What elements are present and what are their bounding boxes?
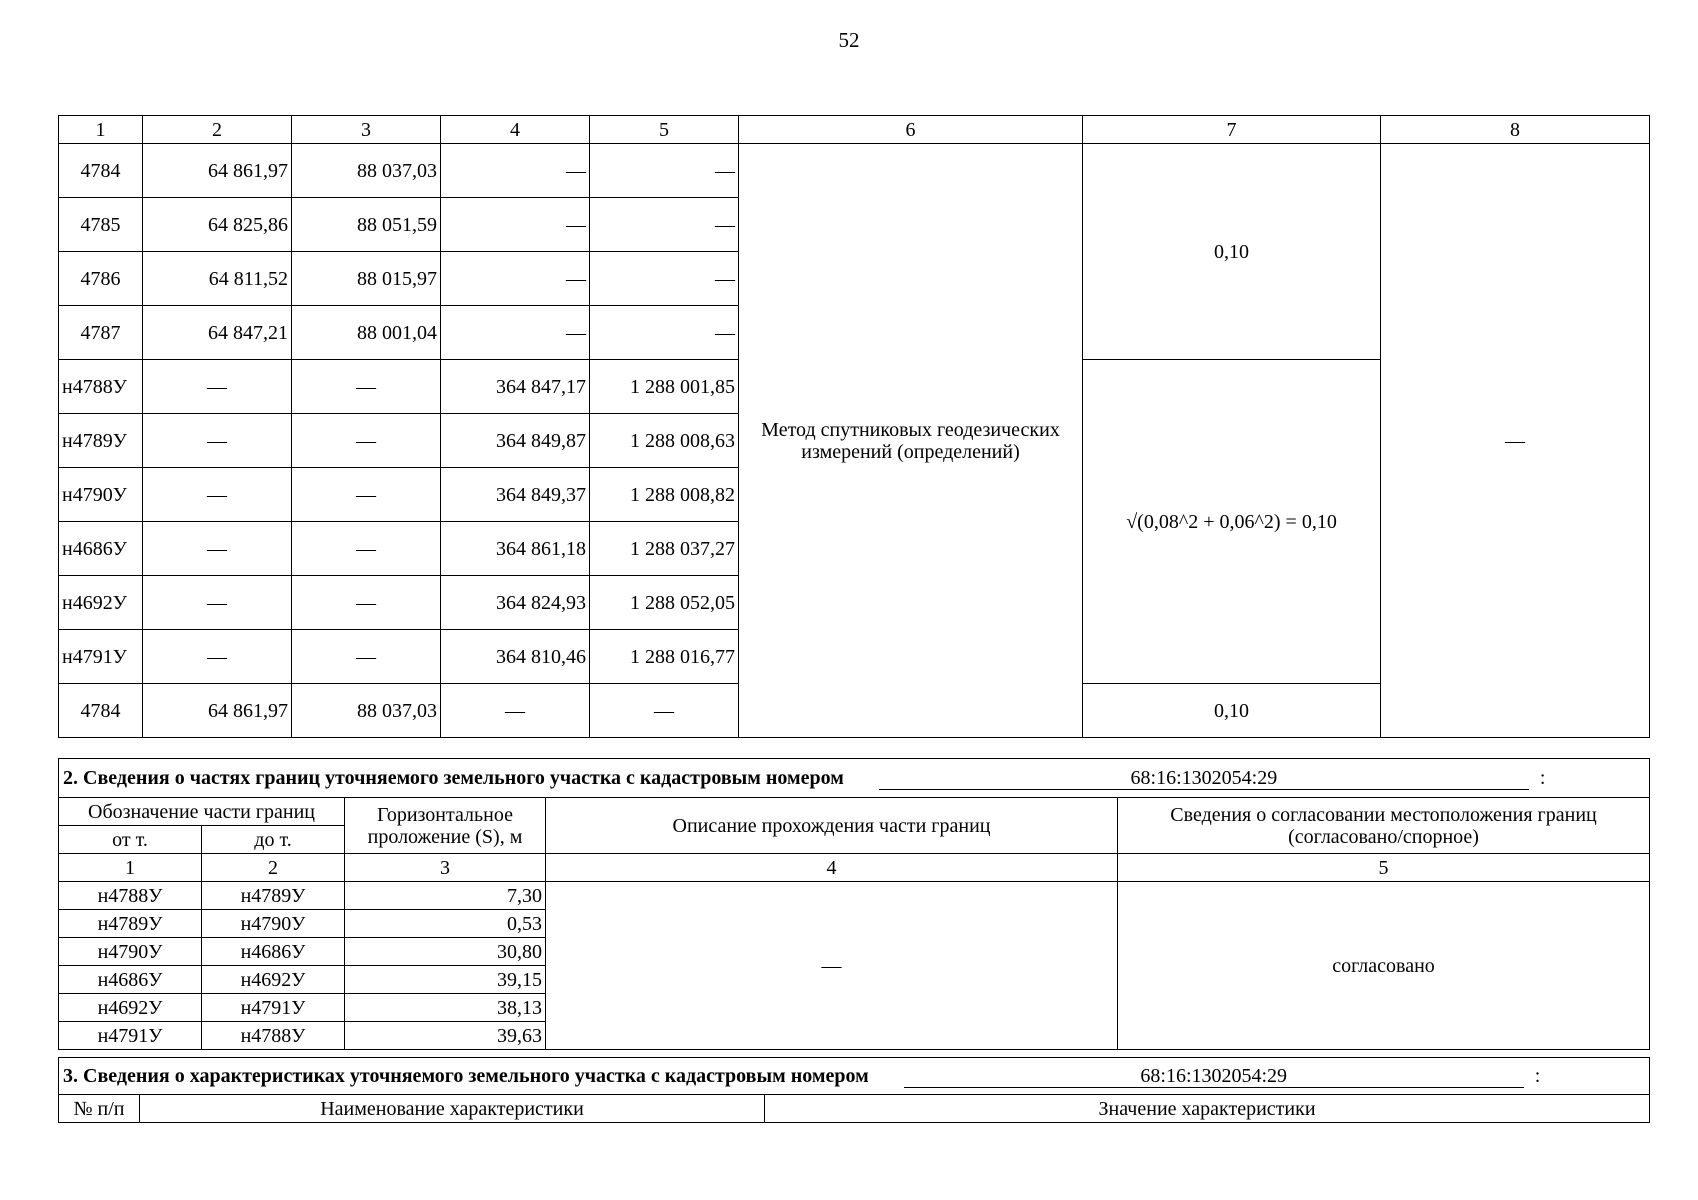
old-y: 88 001,04: [292, 306, 441, 360]
new-y: 1 288 001,85: [590, 360, 739, 414]
column-number: 8: [1381, 116, 1650, 144]
table-row: [59, 144, 1650, 198]
column-number: 2: [202, 854, 345, 882]
old-y: —: [292, 522, 441, 576]
header-horizontal: Горизонтальное проложение (S), м: [345, 798, 546, 854]
old-x: —: [143, 468, 292, 522]
header-parts: Обозначение части границ: [59, 798, 345, 826]
accuracy-formula-cell: √(0,08^2 + 0,06^2) = 0,10: [1083, 360, 1381, 684]
section-2-title: [59, 759, 1650, 798]
new-y: —: [590, 198, 739, 252]
horizontal-distance: 39,15: [345, 966, 546, 994]
to-point: н4692У: [202, 966, 345, 994]
new-y: 1 288 008,63: [590, 414, 739, 468]
old-y: —: [292, 468, 441, 522]
boundary-parts-table: [58, 758, 1650, 1050]
from-point: н4790У: [59, 938, 202, 966]
header-agreement: Сведения о согласовании местоположения границ (согласовано/спорное): [1118, 798, 1650, 854]
to-point: н4788У: [202, 1022, 345, 1050]
section-3-title: [59, 1058, 1650, 1095]
points-table: [58, 115, 1650, 738]
section-2-colon: :: [1539, 766, 1546, 789]
old-x: 64 861,97: [143, 144, 292, 198]
from-point: н4788У: [59, 882, 202, 910]
old-y: 88 037,03: [292, 684, 441, 738]
new-y: —: [590, 144, 739, 198]
column-number: 2: [143, 116, 292, 144]
column-number: 7: [1083, 116, 1381, 144]
point-id: н4788У: [59, 360, 143, 414]
new-y: 1 288 037,27: [590, 522, 739, 576]
point-id: 4784: [59, 684, 143, 738]
point-id: н4790У: [59, 468, 143, 522]
old-x: —: [143, 360, 292, 414]
point-id: н4789У: [59, 414, 143, 468]
section-title-row: [59, 1058, 1650, 1095]
from-point: н4791У: [59, 1022, 202, 1050]
old-x: 64 825,86: [143, 198, 292, 252]
to-point: н4790У: [202, 910, 345, 938]
old-x: —: [143, 414, 292, 468]
column-number: 3: [345, 854, 546, 882]
column-number: 6: [739, 116, 1083, 144]
new-y: 1 288 008,82: [590, 468, 739, 522]
accuracy-bottom-cell: 0,10: [1083, 684, 1381, 738]
old-x: 64 861,97: [143, 684, 292, 738]
horizontal-distance: 38,13: [345, 994, 546, 1022]
horizontal-distance: 30,80: [345, 938, 546, 966]
new-y: —: [590, 684, 739, 738]
method-cell: Метод спутниковых геодезических измерений (определений): [739, 144, 1083, 738]
from-point: н4692У: [59, 994, 202, 1022]
column-number: 4: [441, 116, 590, 144]
header-description: Описание прохождения части границ: [546, 798, 1118, 854]
horizontal-distance: 7,30: [345, 882, 546, 910]
column-number: 5: [1118, 854, 1650, 882]
old-y: —: [292, 360, 441, 414]
point-id: 4787: [59, 306, 143, 360]
point-id: 4785: [59, 198, 143, 252]
new-x: 364 824,93: [441, 576, 590, 630]
header-from: от т.: [59, 826, 202, 854]
point-id: н4692У: [59, 576, 143, 630]
to-point: н4686У: [202, 938, 345, 966]
new-x: 364 849,37: [441, 468, 590, 522]
old-y: 88 051,59: [292, 198, 441, 252]
new-y: 1 288 016,77: [590, 630, 739, 684]
new-x: 364 847,17: [441, 360, 590, 414]
old-y: 88 037,03: [292, 144, 441, 198]
old-x: —: [143, 630, 292, 684]
column-number: 3: [292, 116, 441, 144]
header-row: [59, 1095, 1650, 1123]
column-number: 1: [59, 116, 143, 144]
new-y: 1 288 052,05: [590, 576, 739, 630]
column-number: 4: [546, 854, 1118, 882]
page-number: 52: [838, 28, 860, 52]
accuracy-top-cell: 0,10: [1083, 144, 1381, 360]
new-y: —: [590, 306, 739, 360]
new-y: —: [590, 252, 739, 306]
to-point: н4789У: [202, 882, 345, 910]
section-3-title-text: 3. Сведения о характеристиках уточняемого земельного участка с кадастровым номером: [63, 1064, 869, 1087]
point-id: н4686У: [59, 522, 143, 576]
section-title-row: [59, 759, 1650, 798]
old-y: 88 015,97: [292, 252, 441, 306]
header-row: [59, 798, 1650, 826]
new-x: —: [441, 252, 590, 306]
new-x: 364 810,46: [441, 630, 590, 684]
section-2-title-text: 2. Сведения о частях границ уточняемого земельного участка с кадастровым номером: [63, 766, 844, 789]
section-2-cadastral-number: 68:16:1302054:29: [879, 767, 1529, 790]
horizontal-distance: 39,63: [345, 1022, 546, 1050]
new-x: —: [441, 198, 590, 252]
from-point: н4789У: [59, 910, 202, 938]
new-x: —: [441, 684, 590, 738]
column-number: 1: [59, 854, 202, 882]
agreement-cell: согласовано: [1118, 882, 1650, 1050]
point-id: 4784: [59, 144, 143, 198]
characteristics-table: [58, 1057, 1650, 1123]
section-3-colon: :: [1534, 1064, 1541, 1087]
col8-cell: —: [1381, 144, 1650, 738]
column-number: 5: [590, 116, 739, 144]
old-y: —: [292, 414, 441, 468]
old-x: —: [143, 522, 292, 576]
old-x: 64 811,52: [143, 252, 292, 306]
new-x: —: [441, 306, 590, 360]
section-3-cadastral-number: 68:16:1302054:29: [904, 1065, 1524, 1088]
column-numbers-row: [59, 116, 1650, 144]
old-y: —: [292, 630, 441, 684]
header-to: до т.: [202, 826, 345, 854]
header-number: № п/п: [59, 1095, 140, 1123]
point-id: 4786: [59, 252, 143, 306]
new-x: —: [441, 144, 590, 198]
from-point: н4686У: [59, 966, 202, 994]
description-cell: —: [546, 882, 1118, 1050]
column-numbers-row: [59, 854, 1650, 882]
old-y: —: [292, 576, 441, 630]
new-x: 364 849,87: [441, 414, 590, 468]
horizontal-distance: 0,53: [345, 910, 546, 938]
header-value: Значение характеристики: [765, 1095, 1650, 1123]
old-x: —: [143, 576, 292, 630]
old-x: 64 847,21: [143, 306, 292, 360]
table-row: [59, 882, 1650, 910]
new-x: 364 861,18: [441, 522, 590, 576]
header-name: Наименование характеристики: [140, 1095, 765, 1123]
point-id: н4791У: [59, 630, 143, 684]
to-point: н4791У: [202, 994, 345, 1022]
